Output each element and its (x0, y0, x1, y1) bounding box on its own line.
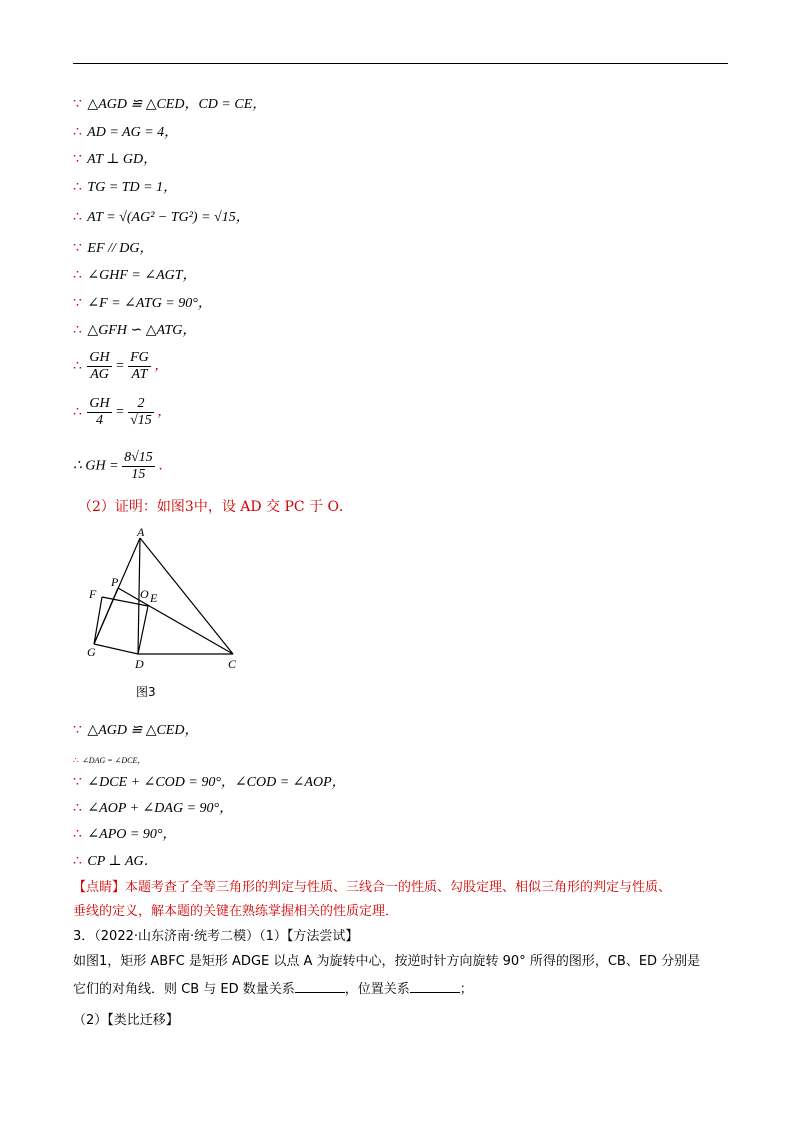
proof-line-15 (73, 752, 145, 770)
statement-text: ∠AOP + ∠DAG = 90°， (83, 801, 234, 816)
therefore-symbol: ∴ (73, 180, 82, 195)
statement-text: ∠DCE + ∠COD = 90°，∠COD = ∠AOP， (83, 775, 346, 790)
statement-text: AT ⊥ GD， (83, 152, 158, 167)
proof-line-11 (73, 396, 171, 429)
label-c: C (228, 657, 237, 671)
relation-intro: 它们的对角线．则 CB 与 ED 数量关系 (73, 982, 295, 997)
part2-heading: （2）证明：如图3中，设 AD 交 PC 于 O． (78, 499, 354, 515)
fraction-8sqrt15-15 (122, 450, 155, 483)
because-symbol: ∵ (73, 241, 82, 256)
fraction-gh-ag (87, 350, 111, 383)
therefore-symbol: ∴ (73, 358, 82, 374)
fraction-numerator: 2 (128, 396, 154, 413)
comma: ， (157, 404, 172, 420)
fraction-denominator: 4 (96, 413, 104, 428)
geometry-diagram (78, 526, 248, 711)
because-symbol: ∵ (73, 775, 82, 790)
position-blank[interactable] (410, 980, 460, 993)
statement-text: EF // DG， (83, 241, 154, 256)
proof-line-12 (73, 450, 172, 483)
segment-pc (118, 588, 233, 654)
proof-line-1 (73, 96, 266, 114)
therefore-symbol: ∴ (73, 801, 82, 816)
figure-caption: 图3 (136, 685, 156, 699)
semicolon: ； (459, 982, 473, 997)
label-p: P (111, 575, 119, 589)
fraction-denominator: AT (131, 367, 148, 382)
segment-gf (94, 597, 102, 644)
question-3-text-2 (73, 980, 473, 999)
note-line-1: 【点睛】本题考查了全等三角形的判定与性质、三线合一的性质、勾股定理、相似三角形的判定与性质、 (73, 880, 672, 895)
fraction-numerator: FG (130, 350, 149, 365)
therefore-symbol: ∴ (73, 210, 82, 225)
fraction-numerator: GH (89, 396, 110, 411)
question-3-text-1: 如图1，矩形 ABFC 是矩形 ADGE 以点 A 为旋转中心，按逆时针方向旋转 90° 所得的图形，CB、ED 分别是 (73, 954, 701, 969)
segment-ed (138, 606, 148, 654)
header-rule (73, 63, 728, 64)
equals-sign: = (115, 358, 125, 374)
question-3-heading: 3．（2022·山东济南·统考二模）（1）【方法尝试】 (73, 929, 359, 944)
statement-text: AD = AG = 4， (83, 125, 179, 140)
statement-text: TG = TD = 1， (83, 180, 178, 195)
fraction-numerator: GH (89, 350, 110, 365)
proof-line-7 (73, 267, 197, 285)
because-symbol: ∵ (73, 296, 82, 311)
proof-line-6 (73, 240, 154, 258)
proof-line-16 (73, 774, 346, 792)
because-symbol: ∵ (73, 723, 82, 738)
statement-text: △AGD ≌ △CED，CD = CE， (83, 97, 267, 112)
proof-line-18 (73, 826, 176, 844)
proof-line-19 (73, 853, 158, 871)
statement-text: △AGD ≌ △CED， (83, 723, 199, 738)
proof-line-4 (73, 179, 177, 197)
proof-line-10 (73, 350, 168, 383)
proof-line-14 (73, 722, 198, 740)
period: ． (158, 458, 173, 474)
label-g: G (87, 645, 96, 659)
segment-gd (94, 644, 138, 654)
segment-pg (94, 588, 118, 644)
fraction-fg-at (128, 350, 151, 383)
fraction-denominator: √15 (130, 413, 152, 428)
label-a: A (137, 526, 145, 539)
statement-text: ∠F = ∠ATG = 90°， (83, 296, 212, 311)
therefore-symbol: ∴ (73, 404, 82, 420)
therefore-symbol: ∴ (73, 854, 82, 869)
statement-text: △GFH ∽ △ATG， (83, 323, 197, 338)
therefore-symbol: ∴ (73, 268, 82, 283)
comma: ， (154, 358, 169, 374)
question-3-part2: （2）【类比迁移】 (73, 1013, 179, 1028)
therefore-symbol: ∴ (73, 827, 82, 842)
proof-line-9 (73, 322, 196, 340)
label-d: D (135, 657, 144, 671)
proof-line-17 (73, 800, 233, 818)
fraction-numerator: 8√15 (124, 450, 153, 465)
fraction-denominator: AG (90, 367, 109, 382)
statement-text: CP ⊥ AG． (83, 854, 158, 869)
proof-line-3 (73, 151, 157, 169)
equals-sign: = (115, 404, 125, 420)
position-intro: ，位置关系 (344, 982, 410, 997)
because-symbol: ∵ (73, 152, 82, 167)
therefore-symbol: ∴ (73, 323, 82, 338)
gh-equals: ∴ GH = (73, 458, 119, 474)
label-f: F (89, 587, 97, 601)
statement-text: ∠GHF = ∠AGT， (83, 268, 197, 283)
label-e: E (150, 591, 158, 605)
label-o: O (140, 587, 149, 601)
therefore-symbol: ∴ (73, 125, 82, 140)
proof-line-8 (73, 295, 212, 313)
statement-text: ∠APO = 90°， (83, 827, 177, 842)
quantity-blank[interactable] (295, 980, 345, 993)
note-line-2: 垂线的定义，解本题的关键在熟练掌握相关的性质定理． (73, 904, 399, 919)
proof-line-5 (73, 209, 250, 227)
statement-text: ∠DAG = ∠DCE， (80, 756, 146, 765)
fraction-2-sqrt15 (128, 396, 154, 429)
therefore-symbol: ∴ (73, 756, 79, 765)
because-symbol: ∵ (73, 97, 82, 112)
fraction-denominator: 15 (131, 467, 146, 482)
proof-line-2 (73, 124, 178, 142)
fraction-gh-4 (87, 396, 111, 429)
statement-text: AT = √(AG² − TG²) = √15， (83, 210, 250, 225)
figure-3 (78, 526, 248, 715)
